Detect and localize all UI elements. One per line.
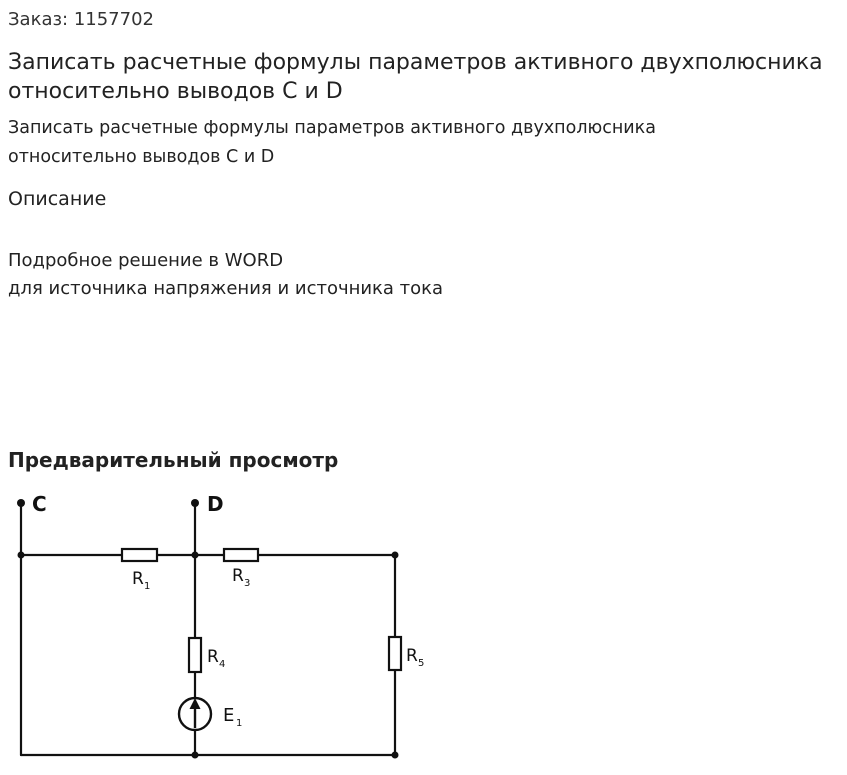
resistor-r1: [122, 549, 157, 561]
terminal-d-dot: [191, 499, 199, 507]
task-statement: Записать расчетные формулы параметров активного двухполюсника относительно выводов C и D: [8, 118, 656, 167]
node-top-mid: [192, 552, 199, 559]
e1-index: 1: [236, 718, 243, 729]
description-line-2: для источника напряжения и источника тока: [8, 278, 444, 299]
order-number: Заказ: 1157702: [8, 9, 154, 30]
description-heading: Описание: [8, 188, 107, 210]
terminal-d-label: D: [207, 492, 224, 516]
voltage-source-e1: [179, 698, 211, 730]
node-top-right: [392, 552, 399, 559]
node-bottom-mid: [192, 752, 199, 759]
terminal-c-dot: [17, 499, 25, 507]
r3-label: R: [232, 566, 244, 586]
r5-index: 5: [418, 658, 425, 669]
terminal-c-label: C: [32, 492, 47, 516]
r1-index: 1: [144, 581, 151, 592]
r4-index: 4: [219, 659, 226, 670]
r3-index: 3: [244, 578, 251, 589]
description-line-1: Подробное решение в WORD: [8, 250, 284, 271]
node-bottom-right: [392, 752, 399, 759]
page-title: Записать расчетные формулы параметров активного двухполюсника относительно выводов C и D: [8, 50, 823, 104]
r1-label: R: [132, 569, 144, 589]
node-top-left: [18, 552, 25, 559]
e1-label: E: [223, 705, 235, 726]
circuit-diagram: [0, 480, 460, 775]
preview-heading: Предварительный просмотр: [8, 448, 339, 472]
r5-label: R: [406, 646, 418, 666]
resistor-r3: [224, 549, 258, 561]
resistor-r4: [189, 638, 201, 672]
resistor-r5: [389, 637, 401, 670]
r4-label: R: [207, 647, 219, 667]
